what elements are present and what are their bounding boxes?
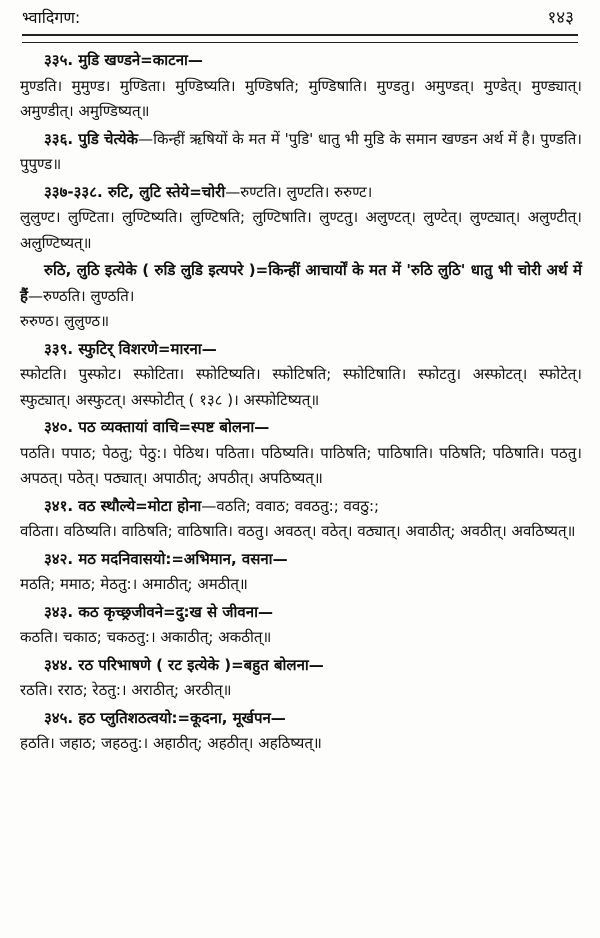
entry-343 xyxy=(20,600,582,651)
entry-body: वठिता। वठिष्यति। वाठिषति; वाठिषाति। वठतु। अवठत्। वठेत्। वठ्यात्। अवाठीत्; अवठीत्। अवठिष्यत्॥ xyxy=(20,522,576,540)
entry-body: पठति। पपाठ; पेठतु; पेठु:। पेठिथ। पठिता। पठिष्यति। पाठिषति; पाठिषाति। पठिषति; पठिषाति। पठतु। अपठत्। पठेत्। पठ्यात्। अपाठीत्; अपठीत्। अपठिष्यत्॥ xyxy=(20,443,582,487)
entry-heading-rest: —वठति; ववाठ; ववठतु:; ववठु:; xyxy=(201,496,380,515)
entry-341 xyxy=(20,494,582,545)
entry-body: कठति। चकाठ; चकठतु:। अकाठीत्; अकठीत्॥ xyxy=(20,628,272,646)
entry-344 xyxy=(20,653,582,704)
entry-heading-line xyxy=(20,127,582,178)
page-number: १४३ xyxy=(547,8,574,28)
entry-body: रुरुण्ठ। लुलुण्ठ॥ xyxy=(20,312,110,330)
entry-heading-rest: —रुण्टति। लुण्टति। रुरुण्ट। xyxy=(225,182,373,201)
entry-heading: ३४२. मठ मदनिवासयो:=अभिमान, वसना— xyxy=(44,549,288,568)
page-content xyxy=(20,46,582,757)
entry-heading: ३३५. मुडि खण्डने=काटना— xyxy=(44,51,203,69)
entry-heading-line xyxy=(20,180,582,206)
entry-340 xyxy=(20,415,582,492)
note-rest: —रुण्ठति। लुण्ठति। xyxy=(27,286,135,305)
entry-heading: ३३७-३३८. रुटि, लुटि स्तेये=चोरी xyxy=(44,182,226,201)
entry-body: स्फोटति। पुस्फोट। स्फोटिता। स्फोटिष्यति। स्फोटिषति; स्फोटिषाति। स्फोटतु। अस्फोटत्। स्फोटेत्। स्फुट्यात्। अस्फुटत्। अस्फोटीत् ( १३८ )। अस्फोटिष्यत्॥ xyxy=(20,365,582,409)
entry-heading: ३३९. स्फुटिर् विशरणे=मारना— xyxy=(44,339,217,358)
entry-body: मठति; ममाठ; मेठतु:। अमाठीत्; अमठीत्॥ xyxy=(20,575,248,593)
entry-heading-rest: —किन्हीं ऋषियों के मत में 'पुडि' धातु भी मुडि के समान खण्डन अर्थ में है। पुण्डति। पुपुण्ड॥ xyxy=(20,129,582,173)
page-header xyxy=(22,6,578,30)
entry-335 xyxy=(20,48,582,125)
header-rule xyxy=(22,34,578,43)
entry-note-ruthi xyxy=(20,258,582,335)
entry-342 xyxy=(20,547,582,598)
entry-345 xyxy=(20,706,582,757)
entry-body: लुलुण्ट। लुण्टिता। लुण्टिष्यति। लुण्टिषति; लुण्टिषाति। लुण्टतु। अलुण्टत्। लुण्टेत्। लुण्ट्यात्। अलुण्टीत्। अलुण्टिष्यत्॥ xyxy=(20,208,582,252)
entry-heading: ३४१. वठ स्थौल्ये=मोटा होना xyxy=(44,496,202,515)
entry-body: रठति। रराठ; रेठतु:। अराठीत्; अरठीत्॥ xyxy=(20,681,232,699)
entry-heading: ३४५. हठ प्लुतिशठत्वयो:=कूदना, मूर्खपन— xyxy=(44,708,286,727)
entry-heading: ३४४. रठ परिभाषणे ( रट इत्येके )=बहुत बोलना— xyxy=(44,655,324,674)
running-head: भ्वादिगण: xyxy=(22,8,81,27)
entry-339 xyxy=(20,337,582,414)
entry-body: मुण्डति। मुमुण्ड। मुण्डिता। मुण्डिष्यति। मुण्डिषति; मुण्डिषाति। मुण्डतु। अमुण्डत्। मुण्डेत्। मुण्ड्यात्। अमुण्डीत्। अमुण्डिष्यत्॥ xyxy=(20,76,582,120)
entry-heading: ३४३. कठ कृच्छ्रजीवने=दु:ख से जीवना— xyxy=(44,602,273,621)
note-text: रुठि, लुठि इत्येके ( रुडि लुडि इत्यपरे )=किन्हीं आचार्यों के मत में 'रुठि लुठि' धातु भी चोरी अर्थ में हैं xyxy=(20,261,582,305)
entry-336 xyxy=(20,127,582,178)
note-line xyxy=(20,258,582,309)
entry-337-338 xyxy=(20,180,582,257)
entry-heading: ३४०. पठ व्यक्तायां वाचि=स्पष्ट बोलना— xyxy=(44,418,270,436)
entry-heading-line xyxy=(20,494,582,520)
entry-heading: ३३६. पुडि चेत्येके xyxy=(44,129,139,148)
entry-body: हठति। जहाठ; जहठतु:। अहाठीत्; अहठीत्। अहठिष्यत्॥ xyxy=(20,734,322,752)
